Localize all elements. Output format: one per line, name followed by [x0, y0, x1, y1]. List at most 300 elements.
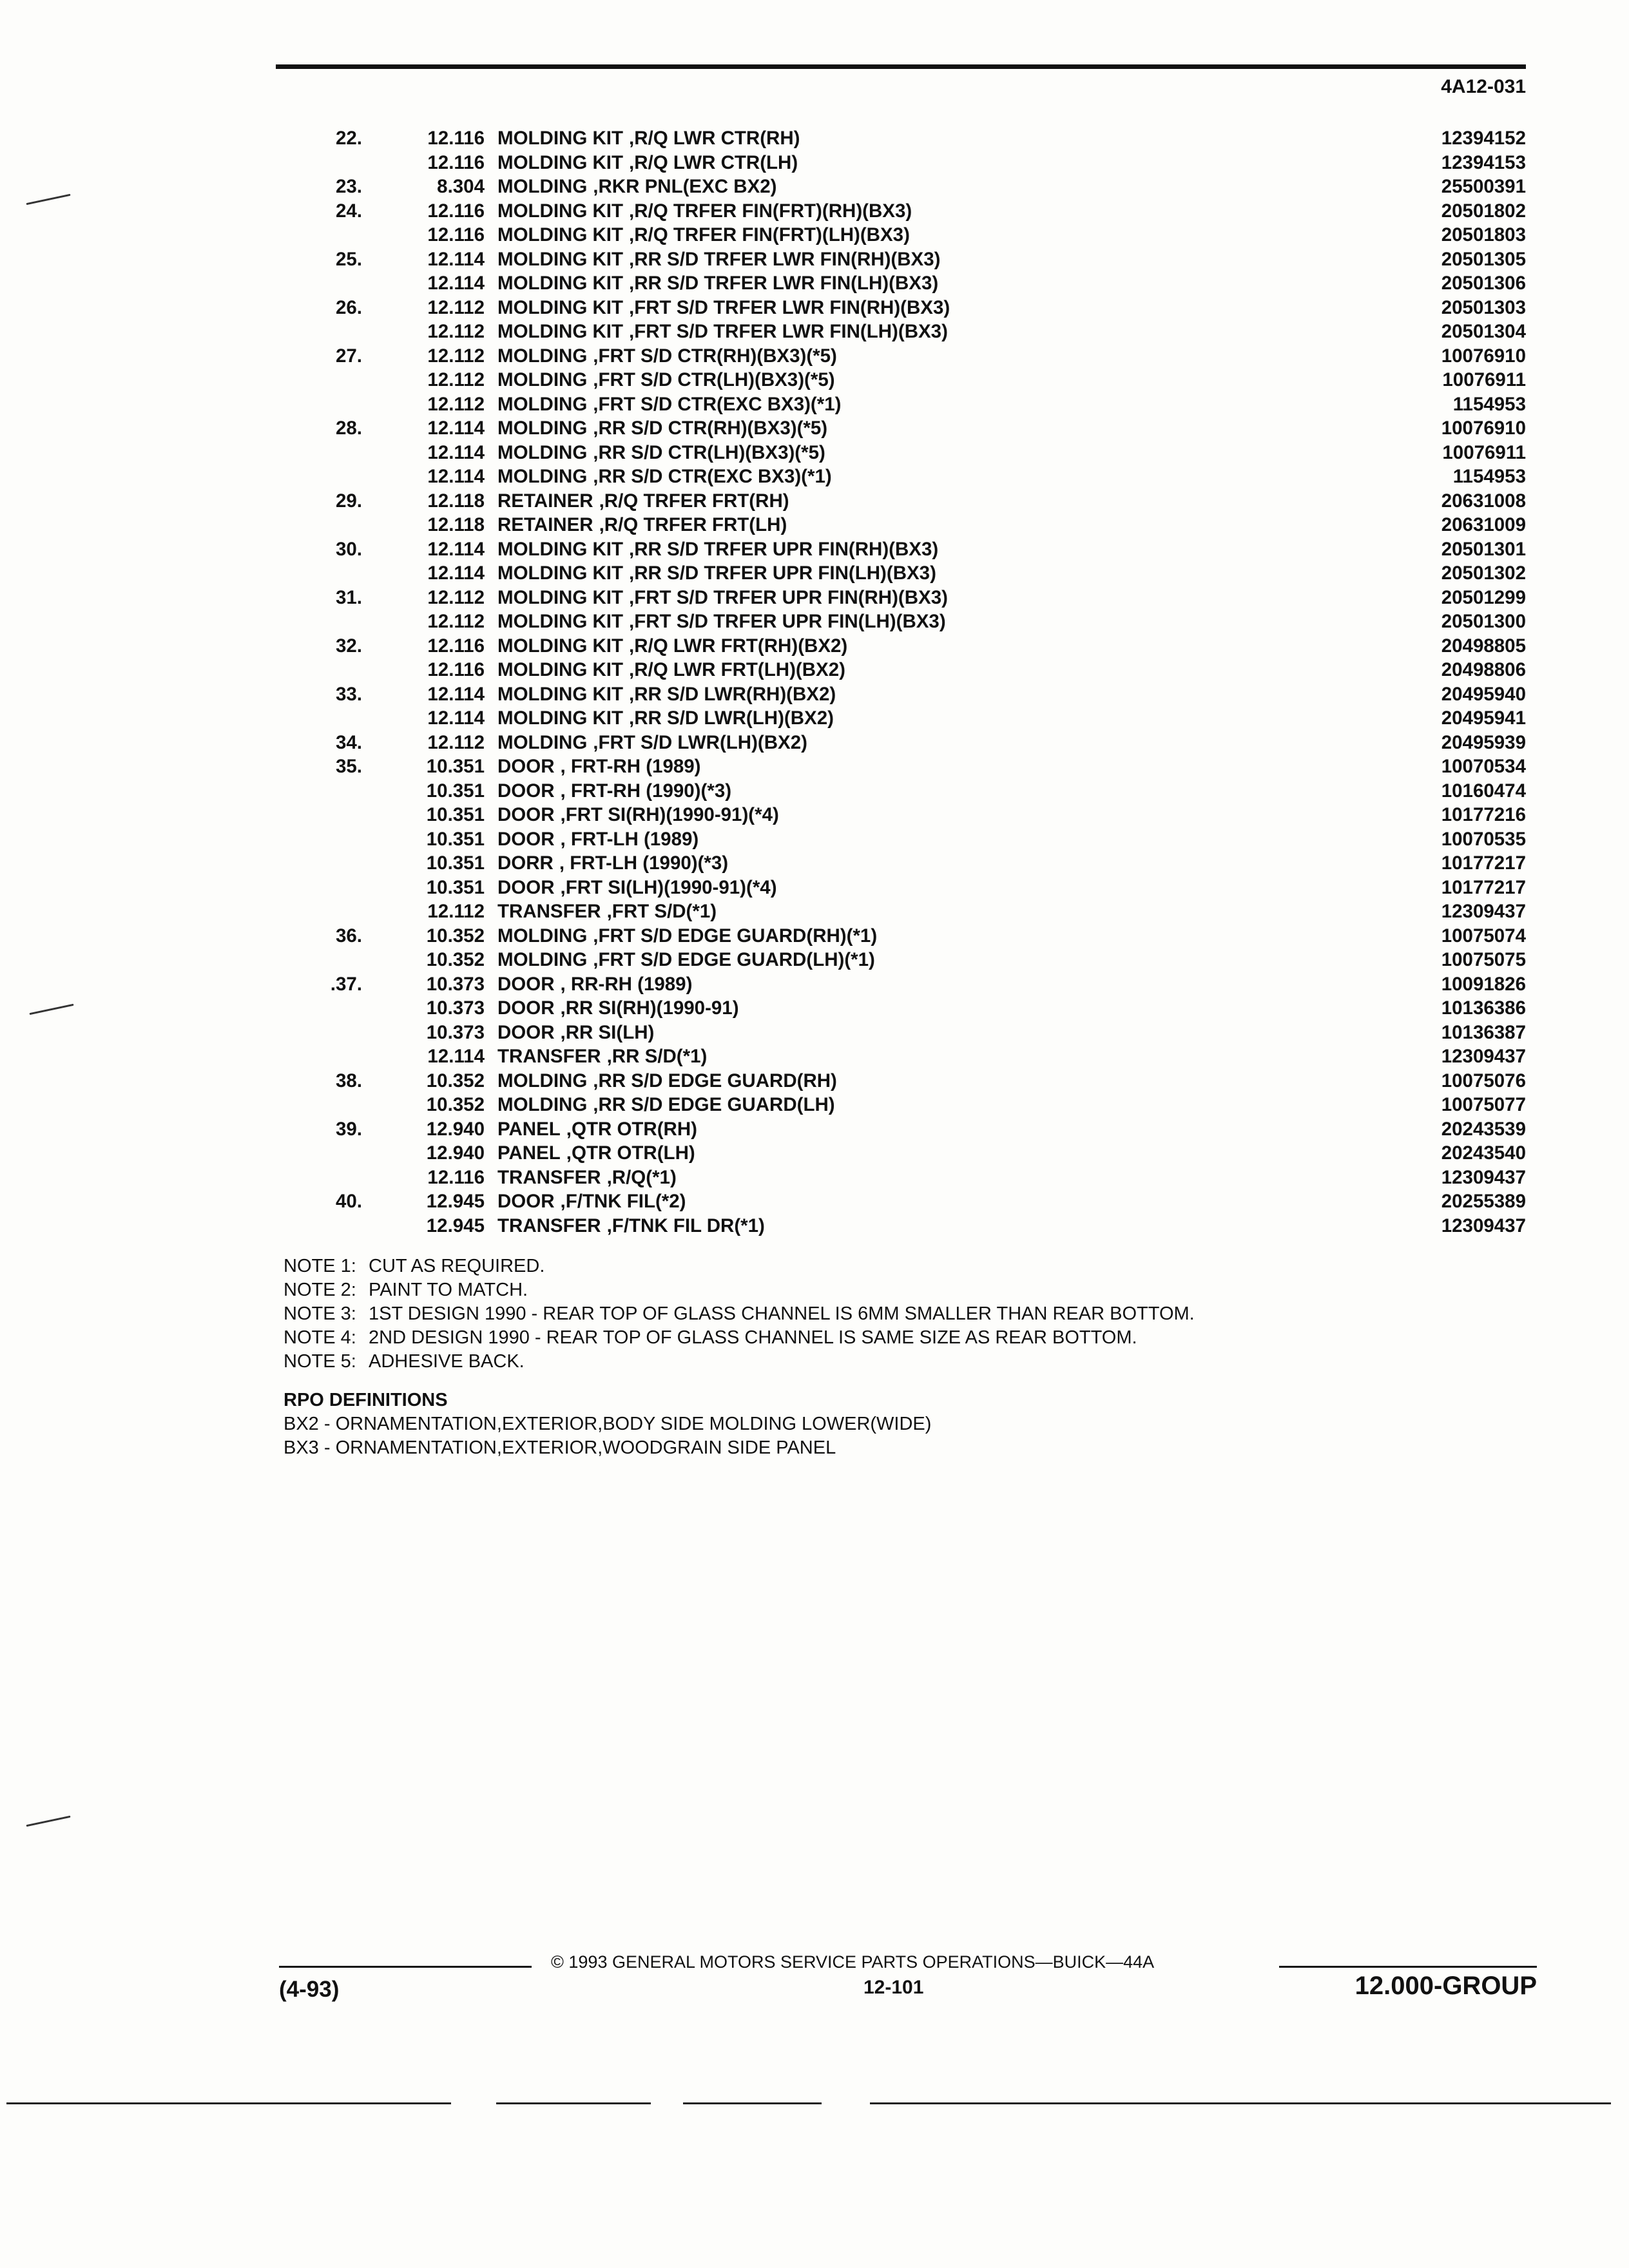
parts-row — [284, 561, 1532, 586]
part-number: 10076911 — [1436, 442, 1526, 463]
part-description — [497, 126, 806, 151]
parts-row — [284, 1021, 1532, 1045]
part-number-cell — [1347, 1069, 1526, 1093]
part-number: 10075077 — [1435, 1094, 1526, 1115]
rpo-title: RPO DEFINITIONS — [284, 1390, 448, 1410]
note-text: ADHESIVE BACK. — [369, 1351, 525, 1372]
part-name: MOLDING — [497, 176, 588, 197]
part-number: 12394152 — [1435, 128, 1526, 149]
ref-number: 28. — [335, 418, 362, 439]
parts-row — [284, 392, 1532, 417]
part-name: MOLDING KIT — [497, 224, 624, 245]
parts-row — [284, 658, 1532, 682]
part-name: MOLDING — [497, 1094, 588, 1115]
part-detail: ,R/Q(*1) — [606, 1166, 677, 1188]
part-number-cell — [1347, 682, 1526, 707]
group-number: 10.352 — [426, 1094, 485, 1115]
ref-number: 22. — [335, 128, 362, 149]
part-name: MOLDING KIT — [497, 296, 624, 318]
part-detail: ,FRT SI(LH)(1990-91)(*4) — [560, 876, 777, 898]
part-number-cell — [1347, 199, 1526, 224]
part-detail: ,RR S/D TRFER LWR FIN(RH)(BX3) — [629, 248, 941, 270]
part-number: 20501306 — [1435, 273, 1526, 294]
part-name: RETAINER — [497, 490, 593, 512]
part-description — [497, 851, 735, 876]
part-description — [497, 320, 954, 344]
part-description — [497, 416, 834, 441]
part-description — [497, 537, 945, 562]
part-number-cell — [1347, 634, 1526, 658]
part-name: DOOR — [497, 828, 555, 850]
note-line — [284, 1350, 1195, 1374]
part-name: PANEL — [497, 1142, 561, 1164]
parts-row — [284, 489, 1532, 514]
part-name: MOLDING — [497, 731, 588, 753]
part-number-cell — [1347, 513, 1526, 537]
part-description — [497, 1141, 702, 1166]
part-detail: ,RR S/D CTR(RH)(BX3)(*5) — [593, 418, 828, 439]
note-label: NOTE 5: — [284, 1351, 356, 1372]
part-description — [497, 972, 699, 997]
parts-row — [284, 1166, 1532, 1190]
part-name: TRANSFER — [497, 901, 601, 922]
part-name: MOLDING KIT — [497, 707, 624, 729]
part-detail: ,FRT S/D CTR(RH)(BX3)(*5) — [593, 345, 837, 367]
group-number: 10.352 — [426, 925, 485, 947]
part-description — [497, 561, 943, 586]
part-description — [497, 948, 882, 972]
part-number: 12309437 — [1435, 901, 1526, 922]
part-number-cell — [1347, 851, 1526, 876]
part-name: MOLDING — [497, 418, 588, 439]
ref-number: 23. — [335, 176, 362, 197]
group-number: 12.116 — [427, 659, 485, 680]
part-number: 20501300 — [1435, 611, 1526, 632]
part-name: DOOR — [497, 876, 555, 898]
part-description — [497, 634, 854, 658]
parts-row — [284, 1214, 1532, 1238]
part-number-cell — [1347, 1117, 1526, 1142]
part-detail: ,RR S/D LWR(LH)(BX2) — [629, 707, 834, 729]
footer-page-number: 12-101 — [863, 1977, 924, 1998]
bottom-rule-segment — [496, 2102, 651, 2104]
part-number-cell — [1347, 1189, 1526, 1214]
part-description — [497, 827, 705, 852]
part-number: 10076911 — [1436, 369, 1526, 390]
parts-row — [284, 199, 1532, 224]
part-detail: ,F/TNK FIL DR(*1) — [606, 1215, 765, 1236]
parts-row — [284, 320, 1532, 344]
note-text: PAINT TO MATCH. — [369, 1280, 528, 1300]
rpo-item: BX2 - ORNAMENTATION,EXTERIOR,BODY SIDE MOLDING LOWER(WIDE) — [284, 1414, 932, 1434]
part-name: DOOR — [497, 780, 555, 802]
part-detail: ,F/TNK FIL(*2) — [560, 1191, 686, 1212]
part-name: TRANSFER — [497, 1215, 601, 1236]
note-line — [284, 1254, 1195, 1278]
part-description — [497, 1044, 713, 1069]
part-detail: ,R/Q LWR FRT(RH)(BX2) — [629, 635, 848, 657]
part-detail: ,R/Q TRFER FRT(LH) — [599, 514, 787, 535]
group-number: 10.351 — [426, 756, 485, 777]
part-number-cell — [1347, 537, 1526, 562]
part-detail: , FRT-RH (1990)(*3) — [560, 780, 732, 802]
part-detail: ,FRT S/D TRFER UPR FIN(LH)(BX3) — [629, 611, 946, 632]
part-number-cell — [1347, 1214, 1526, 1238]
part-detail: ,R/Q TRFER FIN(FRT)(LH)(BX3) — [629, 224, 910, 245]
ref-number: .37. — [330, 973, 362, 995]
rpo-definitions — [284, 1389, 931, 1460]
part-name: MOLDING KIT — [497, 562, 624, 584]
part-description — [497, 996, 746, 1021]
part-number: 25500391 — [1435, 176, 1526, 197]
part-detail: ,RR S/D CTR(LH)(BX3)(*5) — [593, 441, 825, 463]
parts-row — [284, 441, 1532, 465]
parts-row — [284, 972, 1532, 997]
parts-row — [284, 368, 1532, 392]
part-description — [497, 754, 708, 779]
note-label: NOTE 4: — [284, 1327, 356, 1348]
group-number: 12.116 — [427, 200, 485, 222]
parts-row — [284, 779, 1532, 803]
part-detail: ,QTR OTR(LH) — [566, 1142, 695, 1164]
part-description — [497, 731, 814, 755]
part-description — [497, 489, 796, 514]
note-label: NOTE 3: — [284, 1303, 356, 1324]
part-number: 20501802 — [1435, 200, 1526, 222]
part-detail: ,FRT S/D TRFER UPR FIN(RH)(BX3) — [629, 586, 948, 608]
part-name: MOLDING KIT — [497, 635, 624, 657]
parts-row — [284, 586, 1532, 610]
part-detail: ,RR SI(RH)(1990-91) — [560, 997, 739, 1019]
parts-row — [284, 175, 1532, 199]
part-name: MOLDING KIT — [497, 683, 624, 705]
parts-row — [284, 1044, 1532, 1069]
note-text: 1ST DESIGN 1990 - REAR TOP OF GLASS CHANNEL IS 6MM SMALLER THAN REAR BOTTOM. — [369, 1303, 1195, 1324]
part-number: 20255389 — [1435, 1191, 1526, 1212]
ref-number: 24. — [335, 200, 362, 222]
part-number: 10075076 — [1435, 1070, 1526, 1091]
part-detail: ,RR S/D LWR(RH)(BX2) — [629, 683, 836, 705]
part-name: DOOR — [497, 1191, 555, 1212]
group-number: 12.112 — [427, 345, 485, 367]
part-number: 10070534 — [1435, 756, 1526, 777]
ref-number: 31. — [335, 586, 362, 608]
part-number: 20501305 — [1435, 249, 1526, 270]
parts-row — [284, 706, 1532, 731]
margin-mark — [29, 1004, 73, 1015]
part-number-cell — [1347, 706, 1526, 731]
parts-row — [284, 827, 1532, 852]
parts-row — [284, 996, 1532, 1021]
part-number-cell — [1347, 610, 1526, 634]
part-number: 20501302 — [1435, 562, 1526, 584]
part-number: 10160474 — [1435, 780, 1526, 802]
part-description — [497, 876, 784, 900]
part-detail: ,FRT SI(RH)(1990-91)(*4) — [560, 804, 779, 825]
part-name: DOOR — [497, 997, 555, 1019]
group-number: 12.116 — [427, 224, 485, 245]
part-number-cell — [1347, 996, 1526, 1021]
group-number: 10.352 — [426, 949, 485, 970]
part-description — [497, 392, 847, 417]
ref-number: 25. — [335, 248, 362, 270]
part-number: 10076910 — [1435, 345, 1526, 367]
part-detail: ,QTR OTR(RH) — [566, 1118, 697, 1140]
parts-row — [284, 126, 1532, 151]
part-description — [497, 344, 843, 369]
ref-number: 30. — [335, 538, 362, 560]
group-number: 12.112 — [427, 731, 485, 753]
part-detail: ,R/Q LWR FRT(LH)(BX2) — [629, 659, 845, 680]
part-detail: ,RKR PNL(EXC BX2) — [593, 176, 777, 197]
part-description — [497, 271, 945, 296]
footer-rule-left — [279, 1966, 532, 1968]
part-number-cell — [1347, 320, 1526, 344]
parts-row — [284, 754, 1532, 779]
parts-row — [284, 1141, 1532, 1166]
parts-row — [284, 948, 1532, 972]
footer-group: 12.000-GROUP — [1354, 1972, 1537, 2000]
ref-number: 29. — [335, 490, 362, 512]
group-number: 12.112 — [427, 586, 485, 608]
part-number: 20495939 — [1435, 732, 1526, 753]
part-description — [497, 296, 956, 320]
parts-row — [284, 682, 1532, 707]
part-name: DOOR — [497, 1021, 555, 1043]
part-number: 12394153 — [1435, 152, 1526, 173]
part-name: MOLDING KIT — [497, 128, 624, 149]
part-detail: ,FRT S/D TRFER LWR FIN(RH)(BX3) — [629, 296, 950, 318]
group-number: 10.351 — [426, 852, 485, 874]
part-name: MOLDING — [497, 925, 588, 947]
part-description — [497, 175, 784, 199]
part-number-cell — [1347, 465, 1526, 489]
part-detail: ,RR S/D TRFER UPR FIN(LH)(BX3) — [629, 562, 936, 584]
parts-row — [284, 1069, 1532, 1093]
group-number: 12.940 — [426, 1142, 485, 1164]
page-code: 4A12-031 — [1441, 76, 1526, 97]
part-number-cell — [1347, 175, 1526, 199]
part-description — [497, 1117, 704, 1142]
part-number: 20495941 — [1435, 707, 1526, 729]
bottom-rule-segment — [870, 2102, 1611, 2104]
part-name: MOLDING KIT — [497, 273, 624, 294]
part-name: MOLDING KIT — [497, 611, 624, 632]
ref-number: 39. — [335, 1118, 362, 1140]
part-description — [497, 899, 723, 924]
ref-number: 27. — [335, 345, 362, 367]
part-number: 20243539 — [1435, 1119, 1526, 1140]
part-number-cell — [1347, 344, 1526, 369]
part-description — [497, 610, 952, 634]
part-number: 12309437 — [1435, 1046, 1526, 1067]
group-number: 10.373 — [426, 997, 485, 1019]
part-number-cell — [1347, 416, 1526, 441]
bottom-rule-segment — [683, 2102, 822, 2104]
group-number: 12.114 — [427, 562, 485, 584]
ref-number: 34. — [335, 731, 362, 753]
ref-number: 35. — [335, 756, 362, 777]
part-detail: ,FRT S/D LWR(LH)(BX2) — [593, 731, 807, 753]
notes-section — [284, 1254, 1195, 1374]
part-name: MOLDING KIT — [497, 248, 624, 270]
bottom-rule-segment — [6, 2102, 451, 2104]
part-number: 20501304 — [1435, 321, 1526, 342]
part-name: TRANSFER — [497, 1166, 601, 1188]
group-number: 12.945 — [426, 1191, 485, 1212]
part-detail: ,FRT S/D CTR(EXC BX3)(*1) — [593, 393, 842, 415]
part-description — [497, 1166, 683, 1190]
part-number-cell — [1347, 296, 1526, 320]
part-number: 10091826 — [1435, 974, 1526, 995]
part-detail: ,FRT S/D CTR(LH)(BX3)(*5) — [593, 369, 835, 390]
note-line — [284, 1326, 1195, 1350]
part-description — [497, 223, 916, 247]
part-number: 20631008 — [1435, 490, 1526, 512]
part-number: 20498806 — [1435, 659, 1526, 680]
part-detail: ,RR S/D(*1) — [606, 1046, 708, 1067]
part-number: 10075074 — [1435, 925, 1526, 947]
part-number-cell — [1347, 271, 1526, 296]
group-number: 10.351 — [426, 780, 485, 802]
parts-row — [284, 1117, 1532, 1142]
part-number: 20501303 — [1435, 297, 1526, 318]
part-number-cell — [1347, 972, 1526, 997]
group-number: 12.112 — [427, 611, 485, 632]
part-number: 20631009 — [1435, 514, 1526, 535]
group-number: 10.373 — [426, 973, 485, 995]
part-detail: ,R/Q LWR CTR(RH) — [629, 128, 800, 149]
part-description — [497, 247, 947, 272]
footer-rule-right — [1279, 1966, 1537, 1968]
parts-row — [284, 537, 1532, 562]
part-number-cell — [1347, 1141, 1526, 1166]
part-name: MOLDING — [497, 1070, 588, 1091]
part-number-cell — [1347, 586, 1526, 610]
part-description — [497, 368, 842, 392]
group-number: 12.116 — [427, 151, 485, 173]
group-number: 12.116 — [427, 1166, 485, 1188]
parts-row — [284, 296, 1532, 320]
footer-date: (4-93) — [279, 1977, 340, 2002]
group-number: 12.112 — [427, 321, 485, 342]
group-number: 8.304 — [437, 176, 485, 197]
parts-row — [284, 271, 1532, 296]
part-number: 12309437 — [1435, 1167, 1526, 1188]
parts-row — [284, 851, 1532, 876]
part-number-cell — [1347, 899, 1526, 924]
part-description — [497, 803, 786, 827]
parts-row — [284, 416, 1532, 441]
part-number: 10177217 — [1435, 852, 1526, 874]
part-number: 1154953 — [1447, 466, 1526, 487]
part-name: MOLDING KIT — [497, 659, 624, 680]
parts-row — [284, 731, 1532, 755]
group-number: 12.112 — [427, 296, 485, 318]
parts-row — [284, 1189, 1532, 1214]
part-detail: ,R/Q LWR CTR(LH) — [629, 151, 798, 173]
part-description — [497, 706, 840, 731]
part-number: 10070535 — [1435, 829, 1526, 850]
part-number: 10136386 — [1435, 997, 1526, 1019]
part-number-cell — [1347, 827, 1526, 852]
part-name: MOLDING — [497, 441, 588, 463]
part-number-cell — [1347, 561, 1526, 586]
part-number-cell — [1347, 368, 1526, 392]
part-number-cell — [1347, 489, 1526, 514]
ref-number: 26. — [335, 296, 362, 318]
part-description — [497, 151, 804, 175]
part-detail: ,RR S/D CTR(EXC BX3)(*1) — [593, 466, 832, 487]
part-number: 10075075 — [1435, 949, 1526, 970]
part-number: 10076910 — [1435, 418, 1526, 439]
part-name: MOLDING — [497, 345, 588, 367]
part-description — [497, 441, 832, 465]
group-number: 12.114 — [427, 1046, 485, 1067]
group-number: 12.114 — [427, 273, 485, 294]
part-detail: ,R/Q TRFER FRT(RH) — [599, 490, 789, 512]
group-number: 12.112 — [427, 369, 485, 390]
part-name: MOLDING — [497, 466, 588, 487]
part-description — [497, 465, 838, 489]
group-number: 10.352 — [426, 1070, 485, 1091]
parts-row — [284, 151, 1532, 175]
ref-number: 32. — [335, 635, 362, 657]
part-name: MOLDING — [497, 393, 588, 415]
note-label: NOTE 1: — [284, 1256, 356, 1276]
part-number-cell — [1347, 754, 1526, 779]
group-number: 10.351 — [426, 828, 485, 850]
group-number: 12.112 — [427, 393, 485, 415]
group-number: 12.116 — [427, 128, 485, 149]
part-description — [497, 1069, 843, 1093]
part-number-cell — [1347, 1093, 1526, 1117]
note-line — [284, 1302, 1195, 1326]
parts-row — [284, 1093, 1532, 1117]
part-number-cell — [1347, 948, 1526, 972]
part-number: 20501803 — [1435, 224, 1526, 245]
part-description — [497, 199, 918, 224]
part-detail: ,RR SI(LH) — [560, 1021, 655, 1043]
part-detail: ,FRT S/D EDGE GUARD(LH)(*1) — [593, 949, 875, 970]
part-description — [497, 924, 883, 948]
part-name: DORR — [497, 852, 554, 874]
part-name: MOLDING — [497, 949, 588, 970]
parts-row — [284, 924, 1532, 948]
part-number: 10136387 — [1435, 1022, 1526, 1043]
group-number: 12.945 — [426, 1215, 485, 1236]
part-description — [497, 658, 852, 682]
group-number: 12.114 — [427, 683, 485, 705]
note-text: CUT AS REQUIRED. — [369, 1256, 545, 1276]
part-detail: ,RR S/D TRFER LWR FIN(LH)(BX3) — [629, 273, 939, 294]
group-number: 12.114 — [427, 538, 485, 560]
part-detail: , FRT-LH (1989) — [560, 828, 699, 850]
footer-copyright: © 1993 GENERAL MOTORS SERVICE PARTS OPERATIONS—BUICK—44A — [551, 1952, 1155, 1972]
parts-row — [284, 223, 1532, 247]
parts-row — [284, 344, 1532, 369]
header-rule — [276, 64, 1526, 69]
part-detail: ,FRT S/D EDGE GUARD(RH)(*1) — [593, 925, 878, 947]
part-number-cell — [1347, 1044, 1526, 1069]
part-number-cell — [1347, 151, 1526, 175]
part-description — [497, 1021, 660, 1045]
ref-number: 38. — [335, 1070, 362, 1091]
ref-number: 33. — [335, 683, 362, 705]
part-number: 10177217 — [1435, 877, 1526, 898]
part-number-cell — [1347, 779, 1526, 803]
part-detail: ,R/Q TRFER FIN(FRT)(RH)(BX3) — [629, 200, 912, 222]
